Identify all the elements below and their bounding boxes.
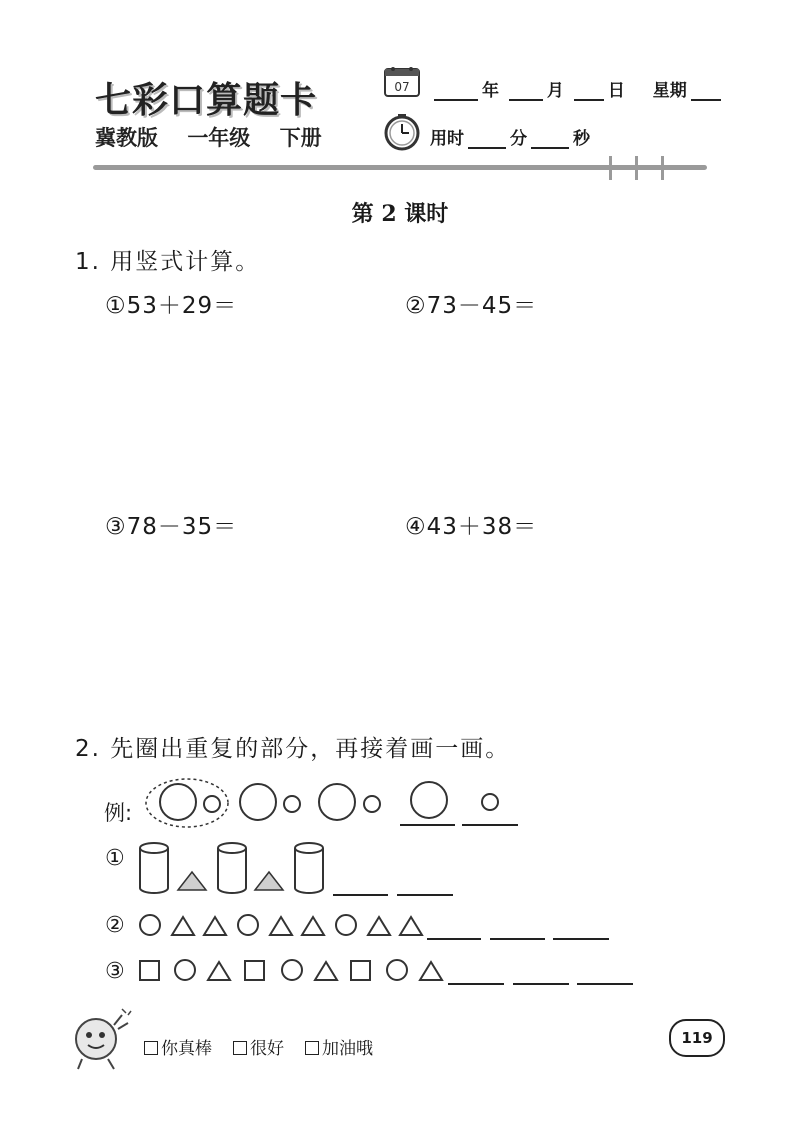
divider-tick bbox=[609, 156, 612, 180]
edition-publisher: 冀教版 bbox=[95, 126, 158, 150]
seconds-label: 秒 bbox=[573, 129, 590, 149]
divider-tick bbox=[661, 156, 664, 180]
clock-icon bbox=[383, 113, 421, 151]
rating-option-good[interactable] bbox=[233, 1034, 284, 1059]
triangle-shape bbox=[302, 917, 324, 935]
small-circle bbox=[284, 796, 300, 812]
triangle-shape bbox=[208, 962, 230, 980]
day-blank[interactable] bbox=[574, 85, 604, 101]
small-circle bbox=[364, 796, 380, 812]
triangle-shape bbox=[172, 917, 194, 935]
rating-label: 你真棒 bbox=[161, 1039, 212, 1059]
month-label: 月 bbox=[546, 81, 564, 101]
triangle-shape bbox=[400, 917, 422, 935]
problem-2: ②73－45＝ bbox=[405, 293, 538, 319]
calendar-icon bbox=[383, 64, 421, 98]
minutes-label: 分 bbox=[510, 129, 527, 149]
weekday-blank[interactable] bbox=[691, 85, 721, 101]
circle-shape bbox=[336, 915, 356, 935]
divider-tick bbox=[635, 156, 638, 180]
page-number: 119 bbox=[669, 1019, 725, 1057]
row-2-pattern bbox=[135, 910, 615, 942]
big-circle bbox=[240, 784, 276, 820]
year-label: 年 bbox=[482, 81, 499, 101]
checkbox-icon[interactable] bbox=[305, 1041, 319, 1055]
mascot-icon bbox=[70, 1003, 132, 1073]
square-shape bbox=[140, 961, 159, 980]
header-divider bbox=[93, 165, 707, 170]
big-circle bbox=[411, 782, 447, 818]
year-blank[interactable] bbox=[434, 85, 478, 101]
question-1-title: 1. 用竖式计算。 bbox=[75, 249, 261, 275]
cylinder-shape bbox=[140, 843, 168, 893]
question-2-title: 2. 先圈出重复的部分，再接着画一画。 bbox=[75, 736, 511, 762]
lesson-title: 第 2 课时 bbox=[351, 201, 449, 227]
date-fill-line bbox=[430, 76, 725, 101]
day-label: 日 bbox=[607, 81, 625, 101]
row-2-label: ② bbox=[105, 913, 125, 938]
row-1-label: ① bbox=[105, 846, 125, 871]
problem-3: ③78－35＝ bbox=[105, 514, 238, 540]
example-pattern bbox=[140, 775, 530, 833]
weekday-label: 星期 bbox=[652, 81, 687, 101]
big-circle bbox=[319, 784, 355, 820]
rating-option-keep-going[interactable] bbox=[305, 1034, 373, 1059]
rating-option-great[interactable] bbox=[144, 1034, 212, 1059]
square-shape bbox=[351, 961, 370, 980]
small-circle bbox=[482, 794, 498, 810]
problem-1: ①53＋29＝ bbox=[105, 293, 238, 319]
small-circle bbox=[204, 796, 220, 812]
circle-shape bbox=[387, 960, 407, 980]
triangle-shape bbox=[204, 917, 226, 935]
triangle-shape bbox=[178, 872, 206, 890]
row-1-pattern bbox=[135, 838, 465, 900]
circle-shape bbox=[238, 915, 258, 935]
brand-title: 七彩口算题卡 bbox=[95, 79, 318, 121]
triangle-shape bbox=[255, 872, 283, 890]
time-used-label: 用时 bbox=[430, 129, 464, 149]
example-label: 例: bbox=[104, 801, 133, 825]
edition-grade: 一年级 bbox=[187, 126, 251, 150]
circle-shape bbox=[140, 915, 160, 935]
row-3-pattern bbox=[135, 955, 640, 987]
cylinder-shape bbox=[295, 843, 323, 893]
time-fill-line bbox=[430, 124, 590, 149]
rating-label: 很好 bbox=[250, 1039, 284, 1059]
circle-shape bbox=[175, 960, 195, 980]
edition-volume: 下册 bbox=[279, 126, 322, 150]
big-circle bbox=[160, 784, 196, 820]
cylinder-shape bbox=[218, 843, 246, 893]
checkbox-icon[interactable] bbox=[233, 1041, 247, 1055]
rating-label: 加油哦 bbox=[322, 1039, 373, 1059]
triangle-shape bbox=[368, 917, 390, 935]
triangle-shape bbox=[315, 962, 337, 980]
month-blank[interactable] bbox=[509, 85, 543, 101]
square-shape bbox=[245, 961, 264, 980]
seconds-blank[interactable] bbox=[531, 133, 569, 149]
circle-shape bbox=[282, 960, 302, 980]
edition-line bbox=[95, 122, 344, 152]
minutes-blank[interactable] bbox=[468, 133, 506, 149]
triangle-shape bbox=[270, 917, 292, 935]
calendar-day: 07 bbox=[394, 80, 410, 94]
checkbox-icon[interactable] bbox=[144, 1041, 158, 1055]
problem-4: ④43＋38＝ bbox=[405, 514, 538, 540]
triangle-shape bbox=[420, 962, 442, 980]
row-3-label: ③ bbox=[105, 959, 125, 984]
